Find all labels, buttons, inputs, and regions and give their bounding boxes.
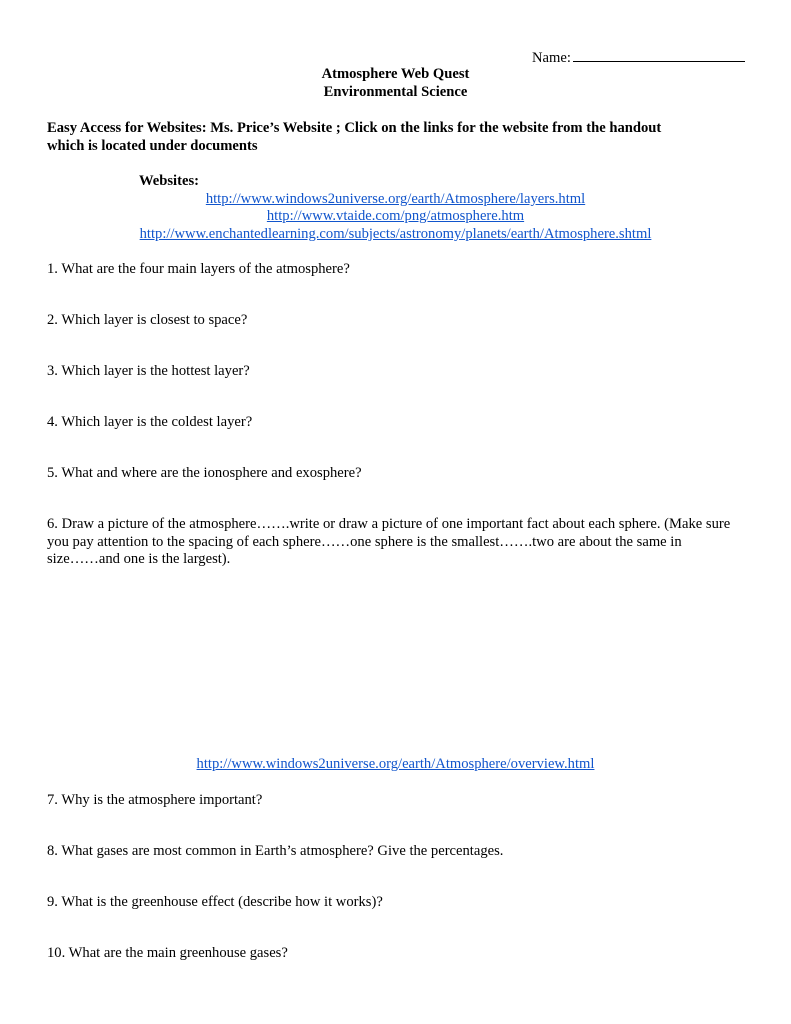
question-1: 1. What are the four main layers of the atmosphere?: [47, 261, 350, 277]
doc-title: Atmosphere Web Quest: [321, 66, 470, 82]
website-link-layers[interactable]: http://www.windows2universe.org/earth/Atmosphere/layers.html: [205, 191, 586, 207]
intro-line-1: Easy Access for Websites: Ms. Price’s Website ; Click on the links for the website from the handout: [47, 120, 662, 136]
question-6-line-1: 6. Draw a picture of the atmosphere…….write or draw a picture of one important fact about each sphere. (Make sure: [47, 516, 731, 532]
question-6-line-3: size……and one is the largest).: [47, 551, 231, 567]
website-link-overview[interactable]: http://www.windows2universe.org/earth/Atmosphere/overview.html: [196, 756, 595, 772]
intro-line-2: which is located under documents: [47, 138, 258, 154]
question-6-line-2: you pay attention to the spacing of each sphere……one sphere is the smallest…….two are about the same in: [47, 534, 682, 550]
question-7: 7. Why is the atmosphere important?: [47, 792, 263, 808]
website-link-enchantedlearning[interactable]: http://www.enchantedlearning.com/subjects/astronomy/planets/earth/Atmosphere.shtml: [139, 226, 652, 242]
question-4: 4. Which layer is the coldest layer?: [47, 414, 253, 430]
question-2: 2. Which layer is closest to space?: [47, 312, 248, 328]
question-8: 8. What gases are most common in Earth’s atmosphere? Give the percentages.: [47, 843, 504, 859]
question-10: 10. What are the main greenhouse gases?: [47, 945, 288, 961]
question-3: 3. Which layer is the hottest layer?: [47, 363, 250, 379]
doc-subtitle: Environmental Science: [323, 84, 468, 100]
name-blank-line: [573, 47, 745, 62]
name-field: [532, 47, 745, 67]
website-link-vtaide[interactable]: http://www.vtaide.com/png/atmosphere.htm: [266, 208, 525, 224]
websites-heading: Websites:: [139, 173, 199, 189]
question-5: 5. What and where are the ionosphere and exosphere?: [47, 465, 362, 481]
question-9: 9. What is the greenhouse effect (describe how it works)?: [47, 894, 383, 910]
name-label: Name:: [532, 50, 571, 66]
